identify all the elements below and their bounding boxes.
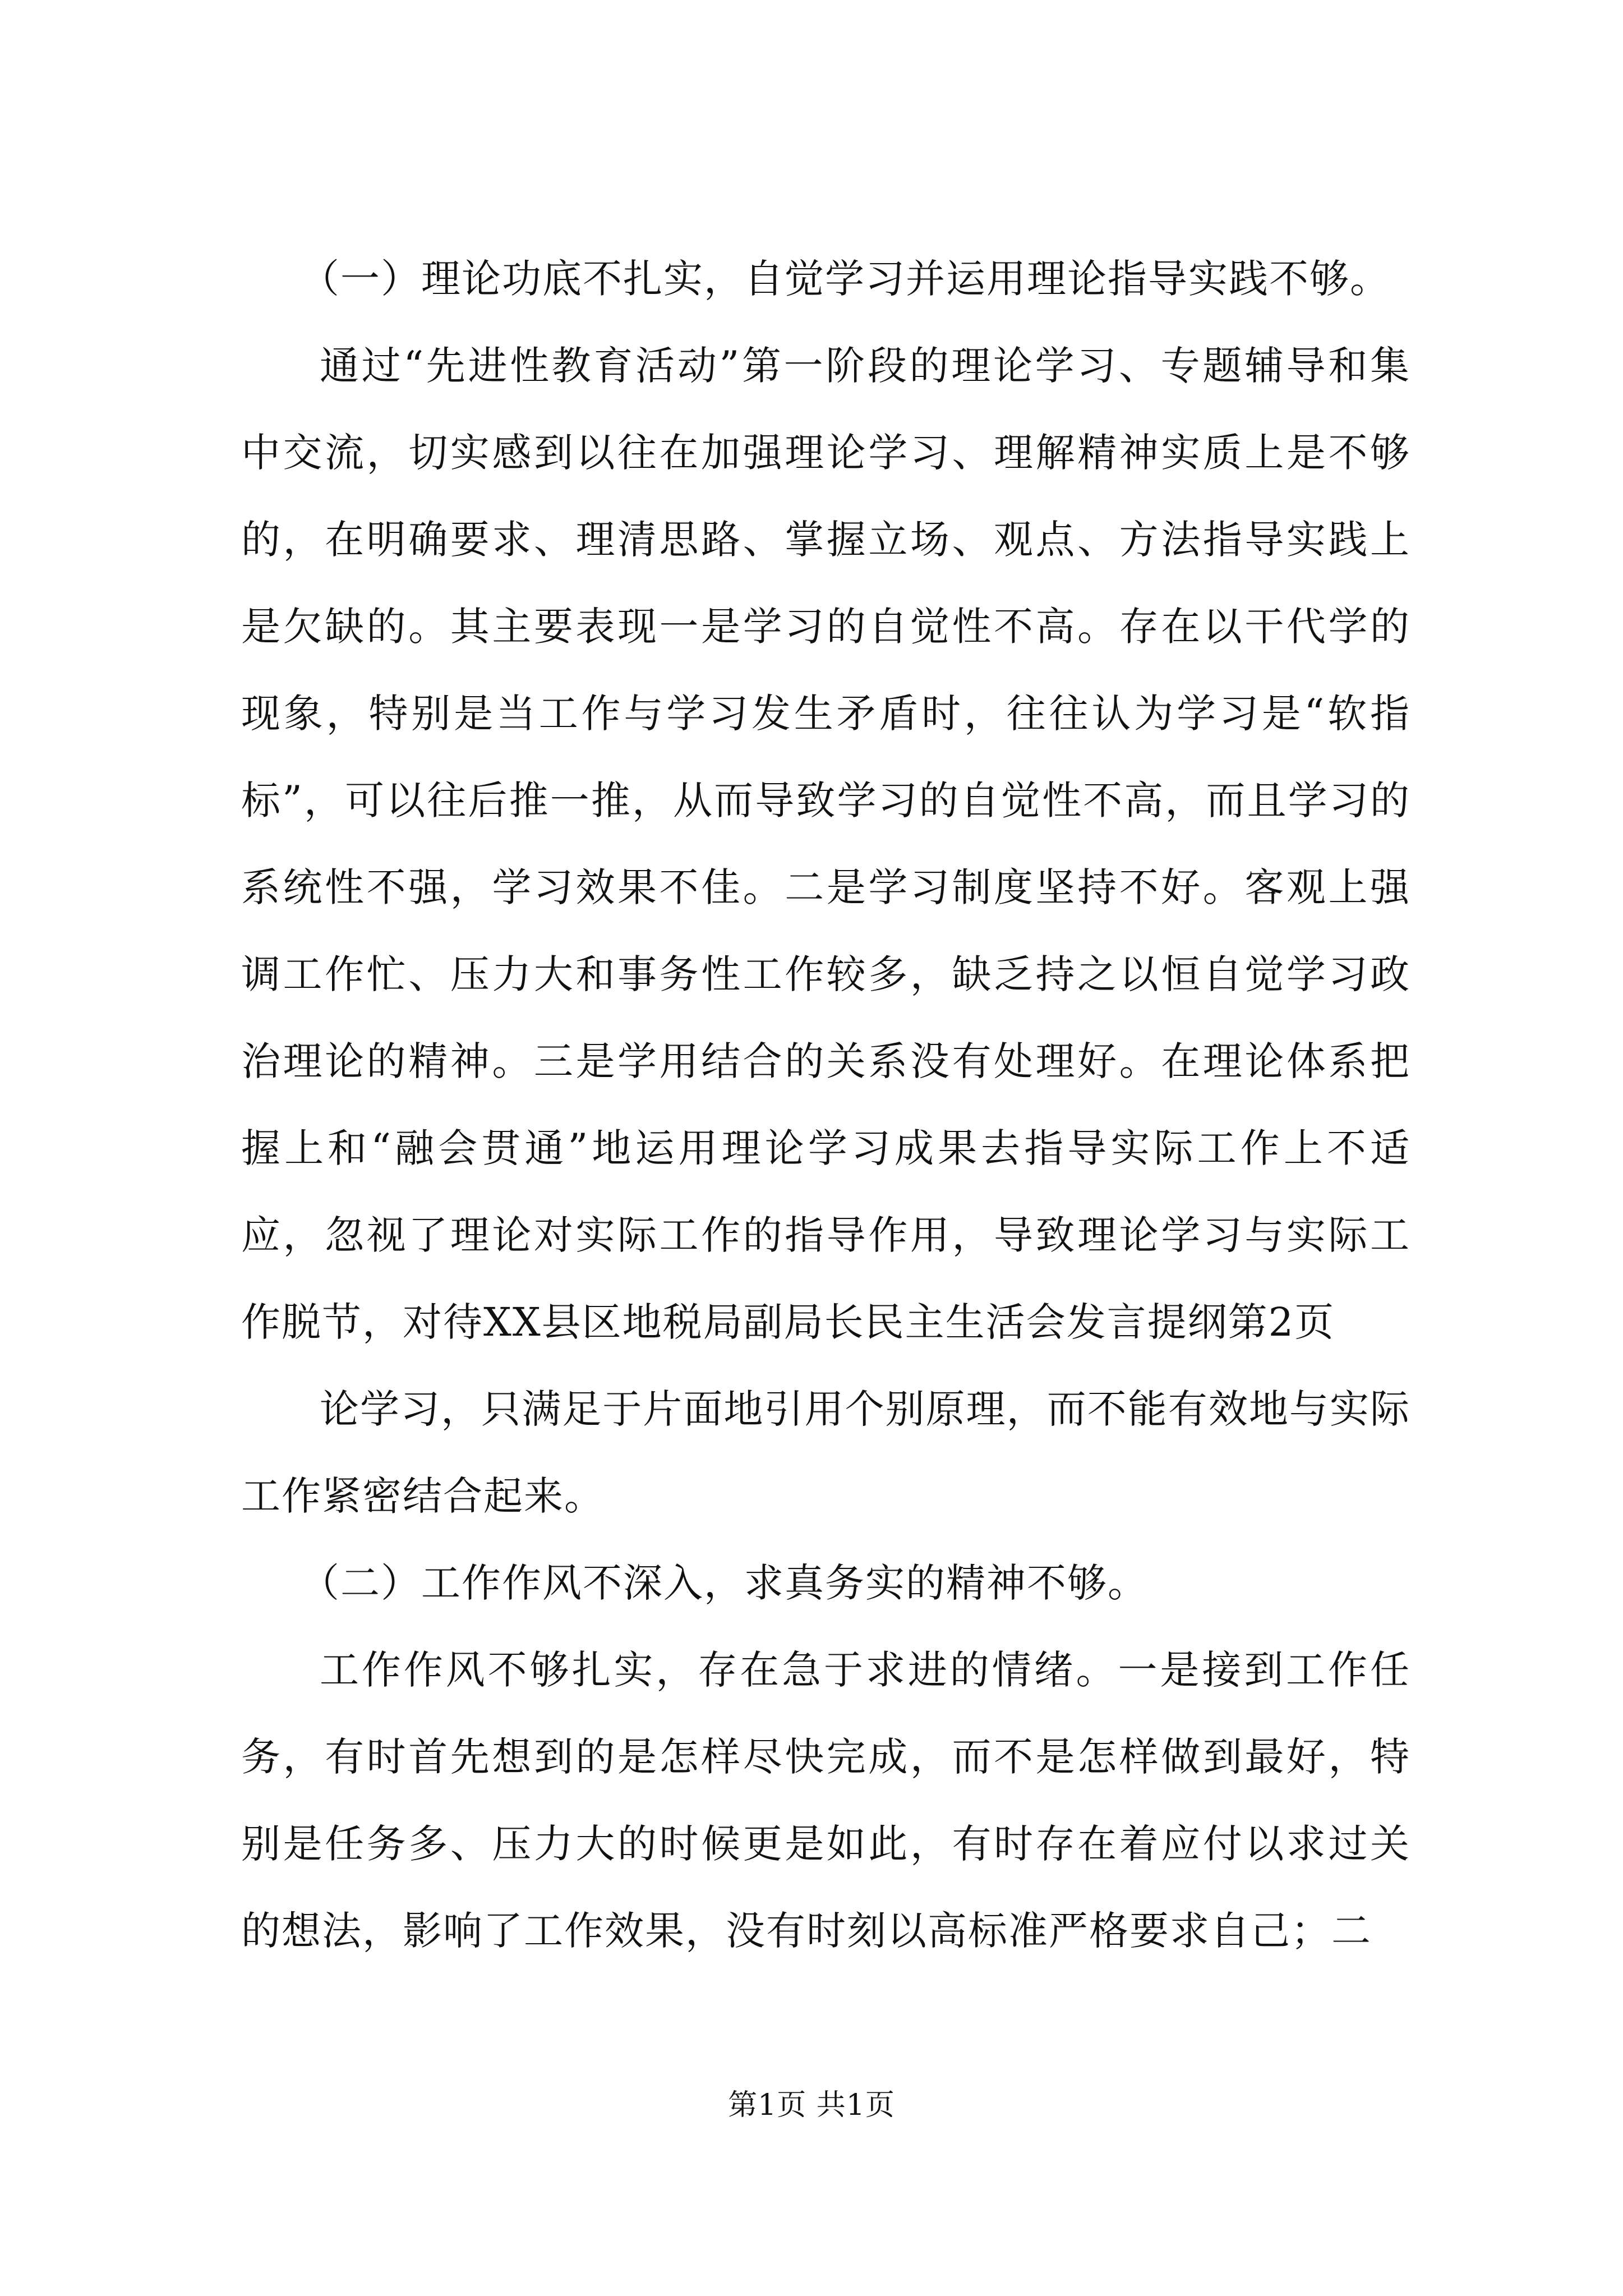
section-heading-2: （二）工作作风不深入，求真务实的精神不够。 (300, 1560, 1148, 1606)
body-paragraph-3: 工作作风不够扎实，存在急于求进的情绪。一是接到工作任务，有时首先想到的是怎样尽快完成，而不是怎样做到最好，特别是任务多、压力大的时候更是如此，有时存在着应付以求过关的想法，影响了工作效果，没有时刻以高标准严格要求自己；二 (241, 1647, 1410, 1954)
document-body (241, 236, 1410, 1975)
body-paragraph-2: 论学习，只满足于片面地引用个别原理，而不能有效地与实际工作紧密结合起来。 (241, 1386, 1410, 1519)
section-heading-1: （一）理论功底不扎实，自觉学习并运用理论指导实践不够。 (300, 256, 1390, 302)
body-paragraph-1: 通过“先进性教育活动”第一阶段的理论学习、专题辅导和集中交流，切实感到以往在加强理论学习、理解精神实质上是不够的，在明确要求、理清思路、掌握立场、观点、方法指导实践上是欠缺的。其主要表现一是学习的自觉性不高。存在以干代学的现象，特别是当工作与学习发生矛盾时，往往认为学习是“软指标”，可以往后推一推，从而导致学习的自觉性不高，而且学习的系统性不强，学习效果不佳。二是学习制度坚持不好。客观上强调工作忙、压力大和事务性工作较多，缺乏持之以恒自觉学习政治理论的精神。三是学用结合的关系没有处理好。在理论体系把握上和“融会贯通”地运用理论学习成果去指导实际工作上不适应，忽视了理论对实际工作的指导作用，导致理论学习与实际工作脱节，对待XX县区地税局副局长民主生活会发言提纲第2页 (241, 343, 1410, 1345)
page-footer: 第1页 共1页 (728, 2088, 895, 2122)
